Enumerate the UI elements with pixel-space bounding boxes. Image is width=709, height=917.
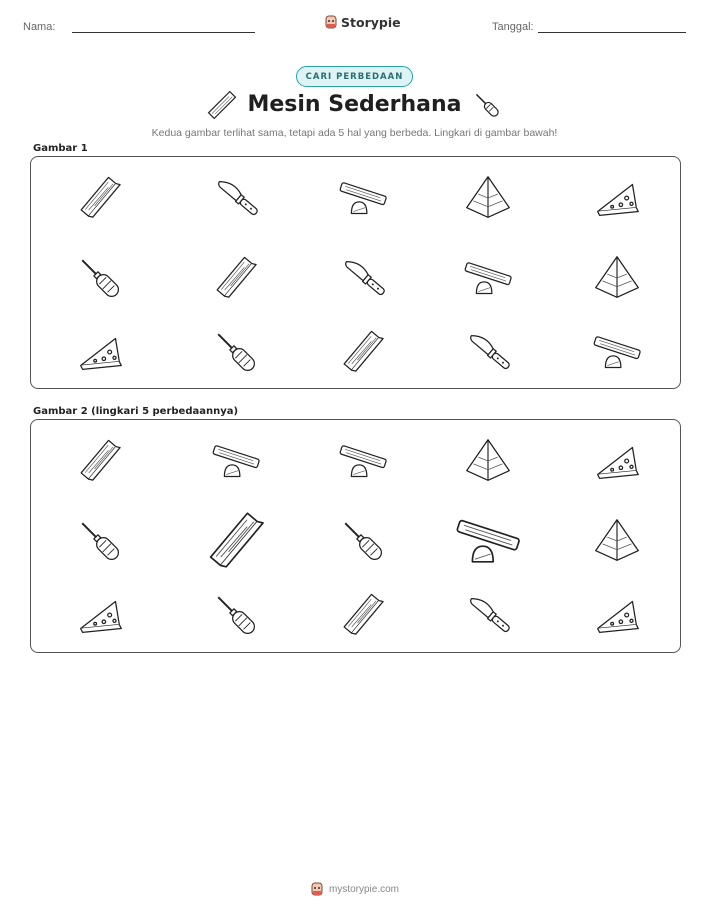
knife-icon bbox=[207, 169, 265, 227]
wedge-icon bbox=[588, 169, 646, 227]
screwdriver-icon bbox=[334, 512, 392, 570]
lever-icon bbox=[207, 432, 265, 490]
picture2-item-wedge[interactable] bbox=[588, 586, 646, 648]
lever-icon bbox=[334, 432, 392, 490]
picture1-item-lever bbox=[334, 169, 392, 231]
screwdriver-icon bbox=[207, 323, 265, 381]
plank-icon bbox=[71, 432, 129, 490]
picture1-label: Gambar 1 bbox=[33, 143, 88, 154]
lever-icon bbox=[588, 323, 646, 381]
knife-icon bbox=[334, 249, 392, 307]
picture1-item-plank bbox=[71, 169, 129, 231]
picture2-item-plank[interactable] bbox=[71, 432, 129, 494]
plank-icon bbox=[71, 169, 129, 227]
picture2-item-wedge[interactable] bbox=[588, 432, 646, 494]
footer-url: mystorypie.com bbox=[328, 883, 399, 895]
pyramid-icon bbox=[588, 512, 646, 570]
storypie-mascot-icon bbox=[324, 14, 338, 30]
picture2-item-plank[interactable] bbox=[334, 586, 392, 648]
plank-icon bbox=[197, 502, 275, 580]
wedge-icon bbox=[71, 586, 129, 644]
pyramid-icon bbox=[459, 169, 517, 227]
lever-icon bbox=[334, 169, 392, 227]
knife-icon bbox=[459, 323, 517, 381]
picture2-item-pyramid[interactable] bbox=[459, 432, 517, 494]
page-title: Mesin Sederhana bbox=[247, 92, 462, 117]
name-field[interactable] bbox=[72, 32, 255, 33]
picture2-item-wedge[interactable] bbox=[71, 586, 129, 648]
picture1-item-screwdriver bbox=[207, 323, 265, 385]
pyramid-icon bbox=[459, 432, 517, 490]
picture2-item-screwdriver[interactable] bbox=[334, 512, 392, 574]
storypie-mascot-icon bbox=[310, 881, 324, 897]
lever-icon bbox=[459, 249, 517, 307]
knife-icon bbox=[459, 586, 517, 644]
picture1-item-knife bbox=[334, 249, 392, 311]
picture1-item-pyramid bbox=[588, 249, 646, 311]
picture2-label: Gambar 2 (lingkari 5 perbedaannya) bbox=[33, 406, 239, 417]
brand-name: Storypie bbox=[341, 14, 401, 30]
brand-logo bbox=[324, 14, 401, 30]
wedge-icon bbox=[588, 432, 646, 490]
picture1-item-wedge bbox=[71, 323, 129, 385]
plank-icon bbox=[207, 249, 265, 307]
picture2-item-lever[interactable] bbox=[449, 502, 527, 584]
picture2-item-lever[interactable] bbox=[334, 432, 392, 494]
picture1-item-knife bbox=[207, 169, 265, 231]
screwdriver-icon bbox=[470, 90, 504, 120]
picture1-item-plank bbox=[334, 323, 392, 385]
instructions: Kedua gambar terlihat sama, tetapi ada 5 hal yang berbeda. Lingkari di gambar bawah! bbox=[151, 127, 558, 139]
name-label: Nama: bbox=[23, 21, 56, 33]
picture2-item-plank[interactable] bbox=[197, 502, 275, 584]
picture1-item-pyramid bbox=[459, 169, 517, 231]
screwdriver-icon bbox=[207, 586, 265, 644]
picture1-item-plank bbox=[207, 249, 265, 311]
wedge-icon bbox=[71, 323, 129, 381]
picture2-item-pyramid[interactable] bbox=[588, 512, 646, 574]
plank-icon bbox=[334, 323, 392, 381]
picture2-item-screwdriver[interactable] bbox=[71, 512, 129, 574]
picture2-item-lever[interactable] bbox=[207, 432, 265, 494]
lever-icon bbox=[449, 502, 527, 580]
footer bbox=[0, 881, 709, 897]
picture1-panel bbox=[30, 156, 681, 389]
picture2-panel[interactable] bbox=[30, 419, 681, 653]
screwdriver-icon bbox=[71, 512, 129, 570]
plank-icon bbox=[334, 586, 392, 644]
wedge-icon bbox=[588, 586, 646, 644]
picture1-item-lever bbox=[588, 323, 646, 385]
picture1-item-knife bbox=[459, 323, 517, 385]
picture2-item-screwdriver[interactable] bbox=[207, 586, 265, 648]
date-label: Tanggal: bbox=[492, 21, 534, 33]
worksheet-type-badge: CARI PERBEDAAN bbox=[296, 66, 413, 87]
screwdriver-icon bbox=[71, 249, 129, 307]
picture1-item-screwdriver bbox=[71, 249, 129, 311]
picture2-item-knife[interactable] bbox=[459, 586, 517, 648]
picture1-item-wedge bbox=[588, 169, 646, 231]
pyramid-icon bbox=[588, 249, 646, 307]
picture1-item-lever bbox=[459, 249, 517, 311]
date-field[interactable] bbox=[538, 32, 686, 33]
